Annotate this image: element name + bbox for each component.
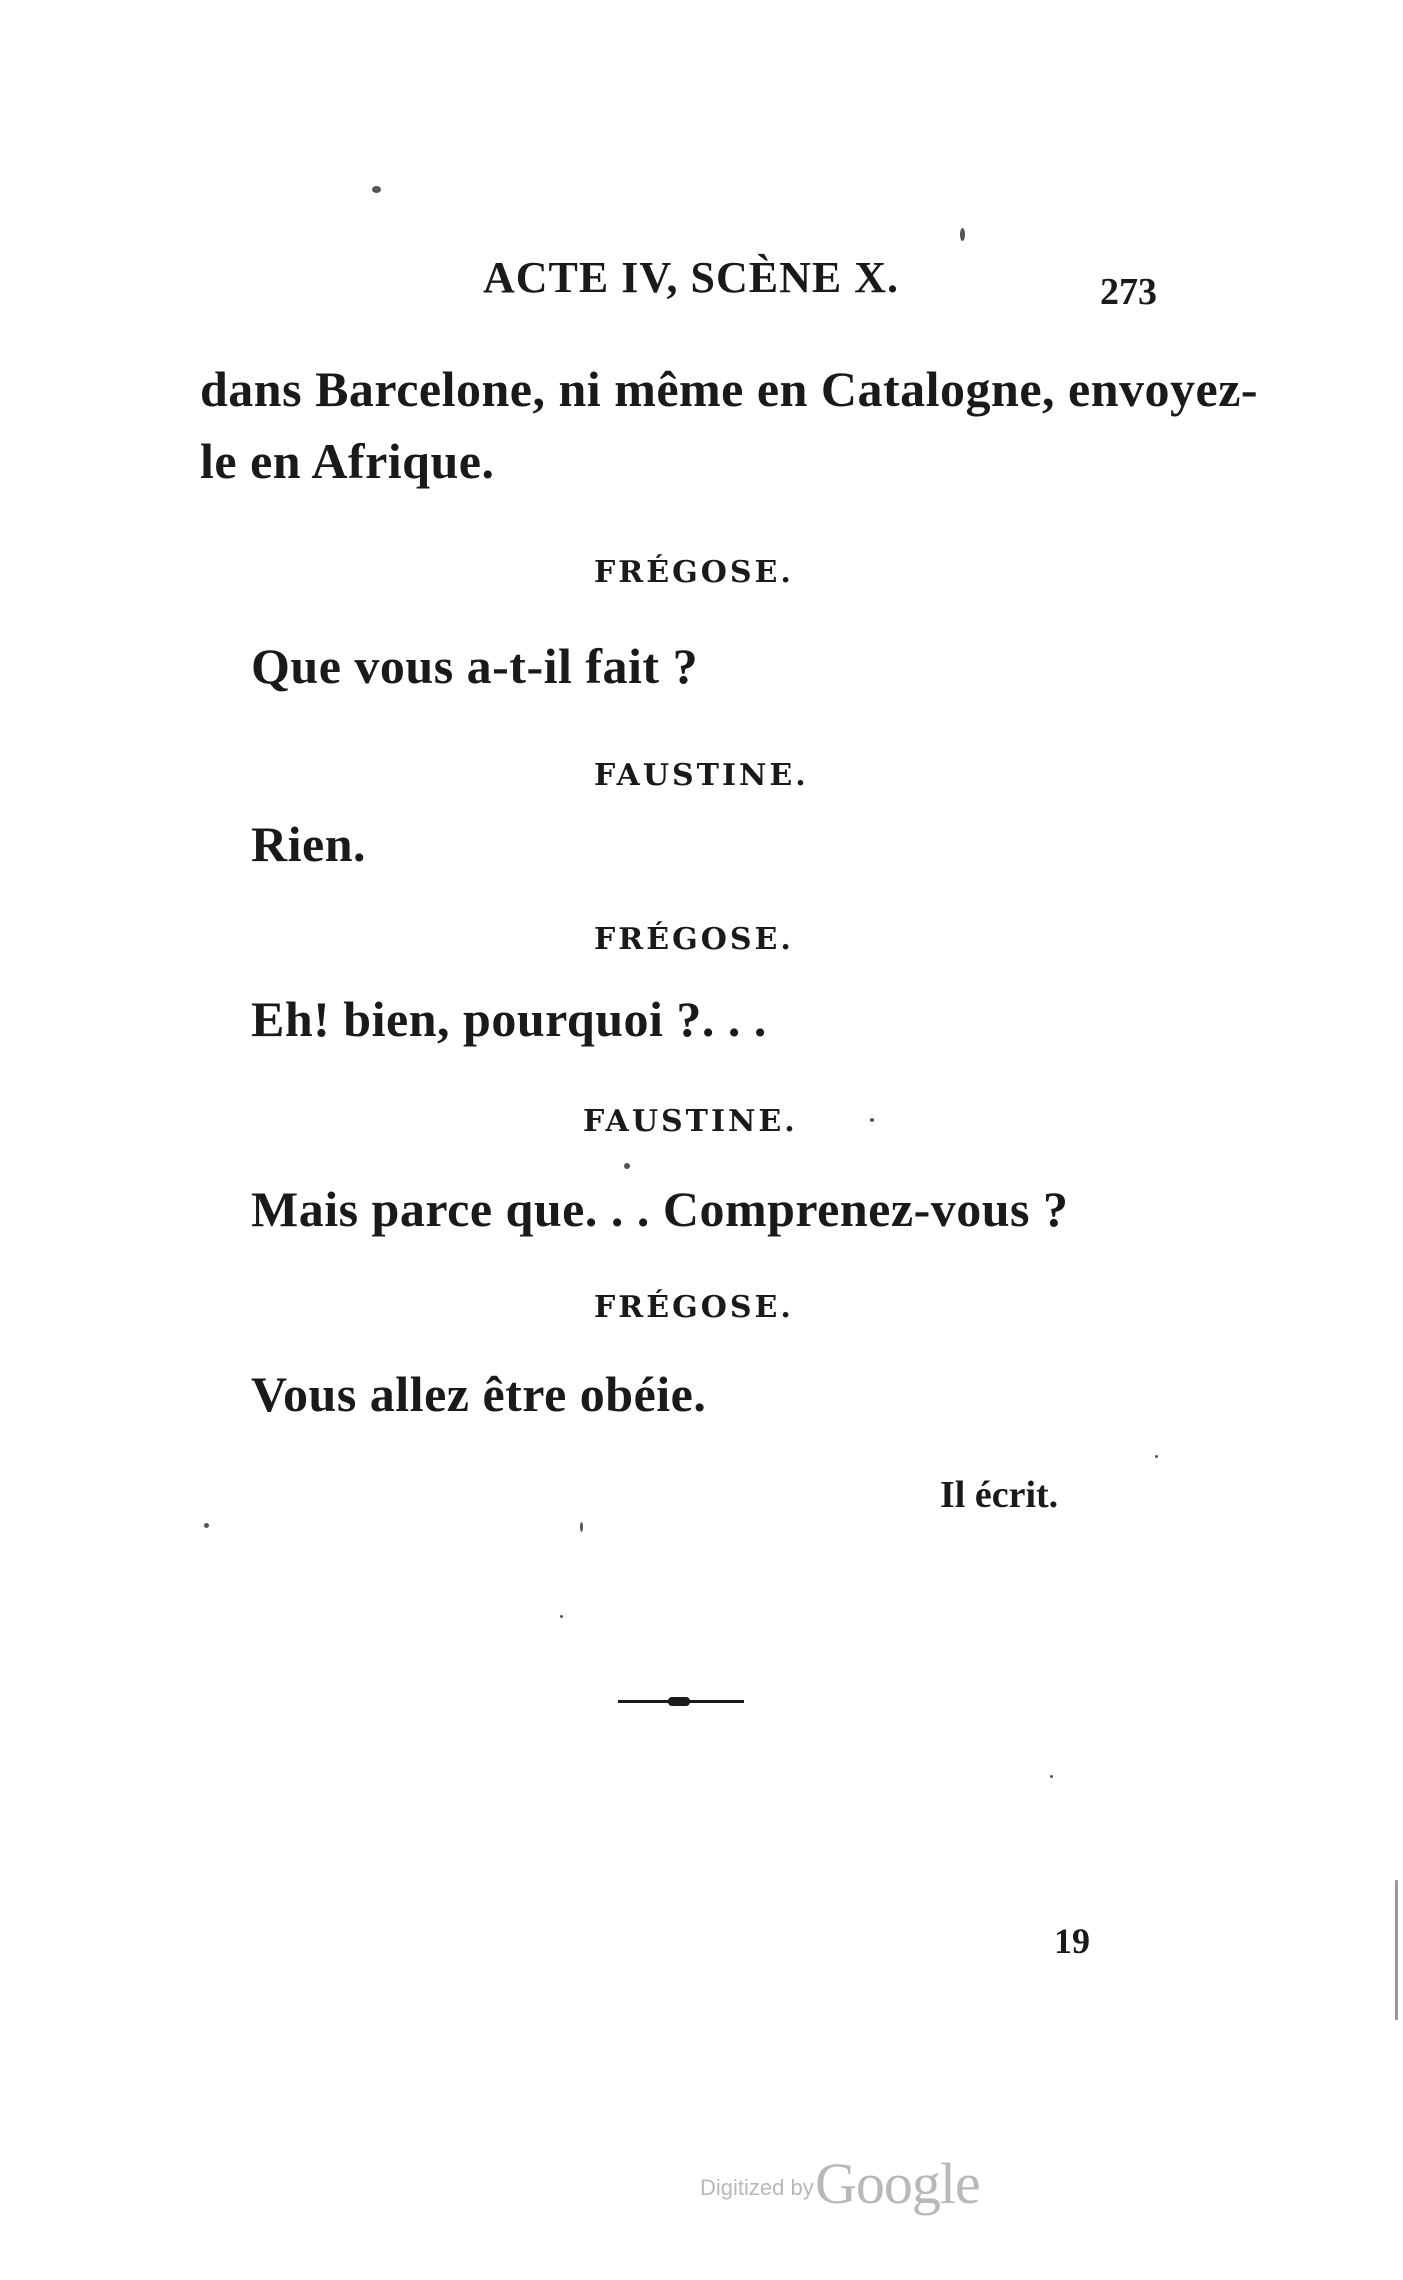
text-line-1: dans Barcelone, ni même en Catalogne, envoyez- [200,361,1259,417]
dialogue-line-1: Que vous a-t-il fait ? [251,638,699,694]
print-speck [204,1523,209,1528]
print-speck [960,228,965,241]
print-speck [560,1615,563,1618]
watermark-prefix: Digitized by [700,2175,814,2200]
speaker-name-1: FRÉGOSE. [594,555,794,590]
print-speck [1050,1775,1053,1778]
print-speck [1155,1455,1158,1458]
print-speck [624,1163,630,1169]
print-speck [870,1118,874,1122]
dialogue-line-5: Vous allez être obéie. [251,1366,707,1422]
speaker-name-2: FAUSTINE. [594,758,809,793]
print-speck [580,1522,583,1532]
end-rule-ornament [668,1697,690,1706]
stage-direction: Il écrit. [940,1474,1059,1516]
page-number: 273 [1100,271,1157,313]
signature-number: 19 [1054,1921,1090,1961]
speaker-name-4: FAUSTINE. [583,1104,798,1139]
text-line-2: le en Afrique. [200,433,495,489]
print-speck [1395,1880,1398,2020]
dialogue-line-2: Rien. [251,816,366,872]
dialogue-line-3: Eh! bien, pourquoi ?. . . [251,991,767,1047]
running-head: ACTE IV, SCÈNE X. [483,253,899,302]
speaker-name-3: FRÉGOSE. [594,922,794,957]
print-speck [372,186,381,193]
watermark-logo: Google [815,2151,980,2216]
speaker-name-5: FRÉGOSE. [594,1290,794,1325]
dialogue-line-4: Mais parce que. . . Comprenez-vous ? [251,1181,1069,1237]
